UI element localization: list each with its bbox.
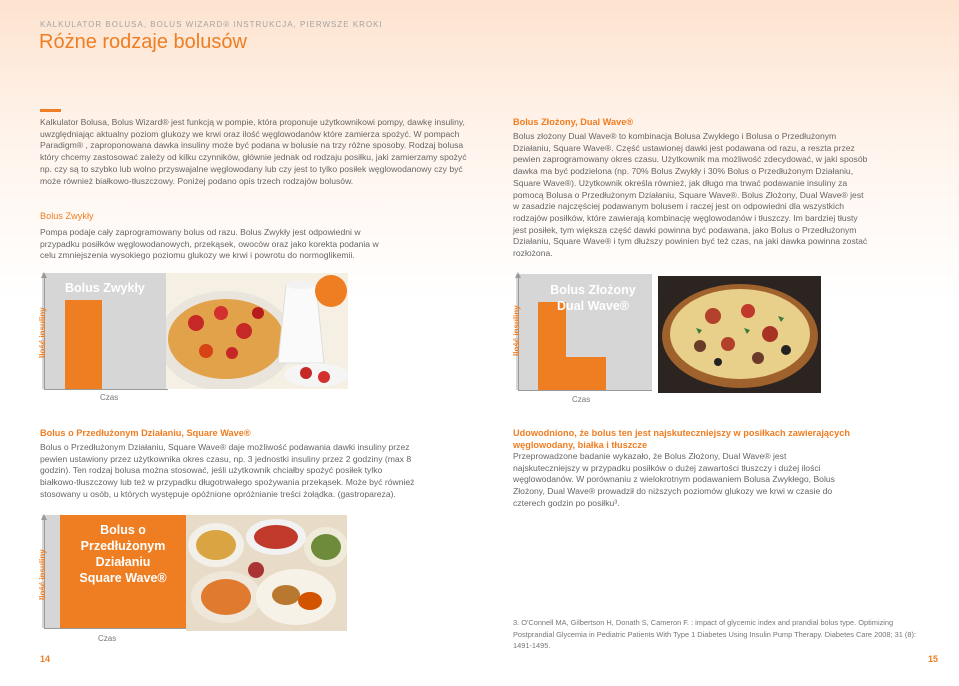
buffet-photo: [186, 515, 347, 631]
dual-wave-text: Bolus złożony Dual Wave® to kombinacja Bolusa Zwykłego i Bolusa o Przedłużonym Działaniu, Square Wave®. Część ustawionej dawki jest podawana od razu, a reszta przez pewien zaprogramowany okres czasu. Użytkownik ma możliwość zdecydować, w jaki sposób dawka ma być podzielona (np. 70% Bolus Zwykły i 30% Bolus o Przedłużonym Działaniu, Square Wave®). Użytkownik określa również, jak długo ma trwać podawanie insuliny za pomocą Bolusa o Przedłużonym Działaniu, Square Wave®. Bolus Złożony, Dual Wave® jest w zasadzie najczęściej podawanym bolusem i raczej jest on odpowiedni dla wszystkich rodzajów posiłków, które zawierają kombinację węglowodanów i tłuszczy. Im bardziej tłusty jest posiłek, tym większa część dawki powinna być podawana, jako Bolus o Przedłużonym Działaniu, Square Wave® i tym dłuższy powinien być też czas, na jaki dawka powinna zostać rozłożona.: [513, 131, 868, 259]
page-title: Różne rodzaje bolusów: [39, 31, 247, 53]
y-axis-arrow: [41, 514, 47, 520]
normal-bolus-heading: Bolus Zwykły: [40, 211, 94, 221]
x-axis-label: Czas: [572, 395, 591, 404]
x-axis-label: Czas: [98, 634, 117, 643]
pizza-photo: [658, 276, 821, 393]
normal-bolus-text: Pompa podaje cały zaprogramowany bolus od razu. Bolus Zwykły jest odpowiedni w przypadku posiłków węglowodanowych, przekąsek, owoców oraz jako korekta podania w celu zmniejszenia wysokiego poziomu glukozy we krwi i powrotu do normoglikemii.: [40, 227, 379, 261]
x-axis: [44, 628, 186, 629]
chart-title: Bolus Zwykły: [65, 281, 145, 295]
x-axis: [518, 390, 652, 391]
chart-bar-normal-part: [538, 302, 566, 390]
proof-text: Przeprowadzone badanie wykazało, że Bolus Złożony, Dual Wave® jest najskuteczniejszy w przypadku posiłków o dużej zawartości tłuszczy i dużej ilości węglowodanów. W porównaniu z wielokrotnym podawaniem Bolusa Zwykłego, Bolus Złożony, Dual Wave® prowadził do niższych poziomów glukozy we krwi w czasie do czterech godzin po posiłku³.: [513, 451, 835, 508]
dual-wave-heading: Bolus Złożony, Dual Wave®: [513, 117, 634, 127]
cereal-fruit-photo: [166, 273, 348, 389]
y-axis-arrow: [515, 272, 521, 278]
y-axis-label: Ilość insuliny: [38, 307, 47, 358]
footnote: 3. O'Connell MA, Gilbertson H, Donath S, Cameron F. : impact of glycemic index and prandial bolus type. Optimizing Postprandial Glycemia in Pediatric Patients With Type 1 Diabetes Using Insulin Pump Therapy. Diabetes Care 2008; 31 (8): 1491-1495.: [513, 618, 916, 650]
intro-paragraph: Kalkulator Bolusa, Bolus Wizard® jest funkcją w pompie, która proponuje użytkownikowi pompy, dawkę insuliny, uwzględniając aktualny poziom glukozy we krwi oraz ilość węglowodanów które zamierza spożyć. W pompach Paradigm® , zaproponowana dawka insuliny może być podana w bolusie na trzy różne sposoby. Rodzaj bolusa który chcemy zastosować zależy od kilku czynników, głównie jednak od rodzaju posiłku, jaki zamierzamy spożyć np. czy są to szybko lub wolno przyswajalne węglowodany lub czy jest to tylko posiłek węglowodanowy czy być może również białkowo-tłuszczowy. Poniżej podano opis trzech rodzajów bolusów.: [40, 117, 467, 186]
chart-normal-bolus: [36, 270, 176, 400]
x-axis: [44, 389, 168, 390]
accent-divider: [40, 109, 61, 112]
page-number-right: 15: [928, 654, 939, 664]
breadcrumb: KALKULATOR BOLUSA, BOLUS WIZARD® INSTRUKCJA, PIERWSZE KROKI: [40, 20, 383, 29]
square-wave-text: Bolus o Przedłużonym Działaniu, Square Wave® daje możliwość podawania dawki insuliny przez pewien ustawiony przez użytkownika okres czasu, np. 3 jednostki insuliny przez 2 godziny (max 8 godzin). Ten rodzaj bolusa można stosować, jeśli użytkownik chciałby spożyć posiłek tylko białkowo-tłuszczowy lub też w przypadku długotrwałego spożywania przekąsek. Może być również stosowany u osób, u których występuje opóźnione opróżnianie treści żołądka. (gastropareza).: [40, 442, 415, 499]
chart-square-wave-bolus: [36, 512, 186, 644]
chart-title: Bolus o Przedłużonym Działaniu Square Wave®: [79, 523, 167, 585]
chart-dual-wave-bolus: [510, 272, 660, 400]
chart-bar-extended-part: [566, 357, 606, 390]
y-axis-label: Ilość insuliny: [38, 549, 47, 600]
chart-bar: [65, 300, 102, 389]
chart-title: Bolus Złożony Dual Wave®: [550, 283, 636, 313]
y-axis-label: Ilość insuliny: [512, 305, 521, 356]
page-number-left: 14: [40, 654, 51, 664]
proof-heading: Udowodniono, że bolus ten jest najskuteczniejszy w posiłkach zawierających węglowodany, białka i tłuszcze: [513, 428, 850, 450]
x-axis-label: Czas: [100, 393, 119, 402]
square-wave-heading: Bolus o Przedłużonym Działaniu, Square Wave®: [40, 428, 251, 438]
y-axis-arrow: [41, 272, 47, 278]
